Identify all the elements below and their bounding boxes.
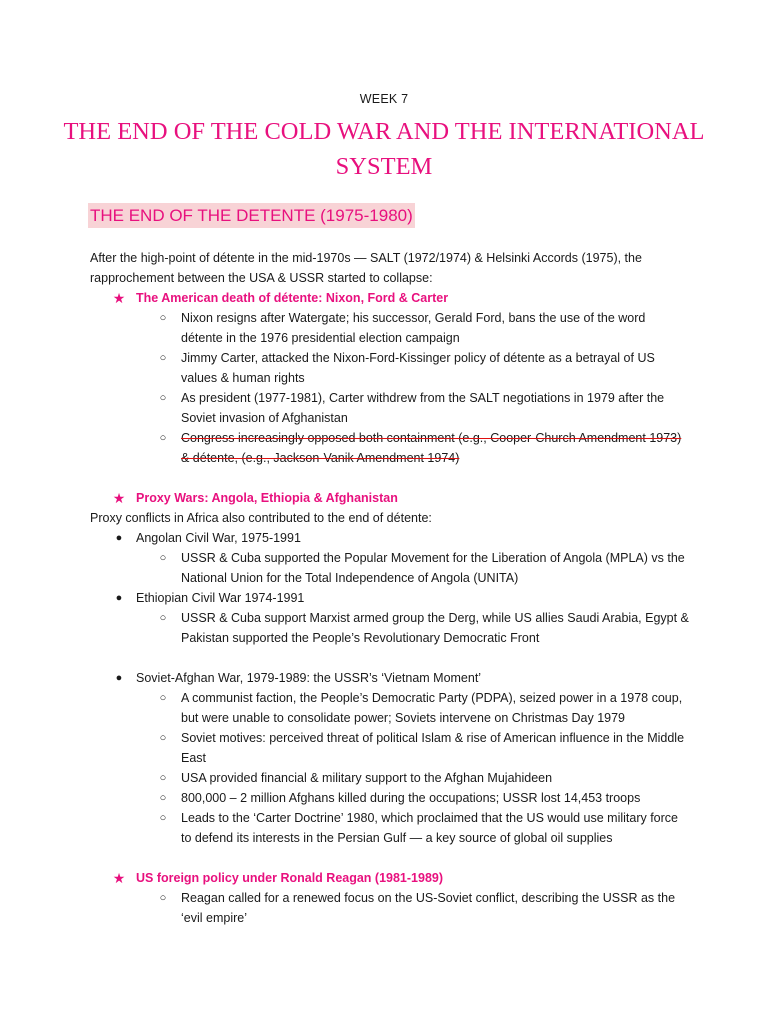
intro-paragraph: After the high-point of détente in the mid-1970s — SALT (1972/1974) & Helsinki Accords (1975), the rapprochement between the USA & USSR started to collapse: [90, 251, 642, 285]
star-icon: ★ [112, 290, 126, 306]
list-item-text: Nixon resigns after Watergate; his successor, Gerald Ford, bans the use of the word détente in the 1976 presidential election campaign [181, 311, 646, 345]
list-item [90, 348, 690, 388]
war-label: Angolan Civil War, 1975-1991 [136, 531, 301, 545]
subheading-text: Proxy Wars: Angola, Ethiopia & Afghanistan [136, 491, 398, 505]
bullet-icon: ● [115, 672, 123, 684]
list-item-text: USSR & Cuba supported the Popular Movement for the Liberation of Angola (MPLA) vs the National Union for the Total Independence of Angola (UNITA) [181, 551, 685, 585]
war-label: Ethiopian Civil War 1974-1991 [136, 591, 305, 605]
list-item [90, 888, 690, 928]
list-item [90, 388, 690, 428]
war-item-angola [90, 528, 690, 548]
subheading-text: The American death of détente: Nixon, Ford & Carter [136, 291, 449, 305]
list-item [90, 548, 690, 588]
list-item [90, 608, 690, 648]
circle-bullet-icon: ○ [159, 312, 167, 324]
section-heading: THE END OF THE DETENTE (1975-1980) [88, 203, 415, 228]
list-item-text: Reagan called for a renewed focus on the US-Soviet conflict, describing the USSR as the ‘evil empire’ [181, 891, 676, 925]
circle-bullet-icon: ○ [159, 552, 167, 564]
circle-bullet-icon: ○ [159, 692, 167, 704]
subheading-proxy-wars [90, 488, 690, 508]
war-item-ethiopia [90, 588, 690, 608]
document-body [90, 248, 690, 928]
list-item-text: Jimmy Carter, attacked the Nixon-Ford-Kissinger policy of détente as a betrayal of US values & human rights [181, 351, 655, 385]
list-item [90, 308, 690, 348]
list-item [90, 808, 690, 848]
list-item [90, 728, 690, 768]
proxy-intro: Proxy conflicts in Africa also contributed to the end of détente: [90, 511, 432, 525]
bullet-icon: ● [115, 592, 123, 604]
circle-bullet-icon: ○ [159, 772, 167, 784]
subheading-detente-death [90, 288, 690, 308]
list-item-text: USA provided financial & military support to the Afghan Mujahideen [181, 771, 553, 785]
star-icon: ★ [112, 490, 126, 506]
circle-bullet-icon: ○ [159, 792, 167, 804]
list-item-text: Soviet motives: perceived threat of political Islam & rise of American influence in the Middle East [181, 731, 685, 765]
star-icon: ★ [112, 870, 126, 886]
circle-bullet-icon: ○ [159, 612, 167, 624]
circle-bullet-icon: ○ [159, 392, 167, 404]
list-item-text: USSR & Cuba support Marxist armed group the Derg, while US allies Saudi Arabia, Egypt & Pakistan supported the People’s Revolutionary Democratic Front [181, 611, 689, 645]
circle-bullet-icon: ○ [159, 812, 167, 824]
list-item [90, 768, 690, 788]
strikethrough-text: Congress increasingly opposed both containment (e.g., Cooper-Church Amendment 1973) & détente, (e.g., Jackson-Vanik Amendment 1974) [181, 431, 682, 465]
subheading-text: US foreign policy under Ronald Reagan (1981-1989) [136, 871, 444, 885]
list-item [90, 428, 690, 468]
circle-bullet-icon: ○ [159, 892, 167, 904]
list-item [90, 688, 690, 728]
list-item-text: A communist faction, the People’s Democratic Party (PDPA), seized power in a 1978 coup, but were unable to consolidate power; Soviets intervene on Christmas Day 1979 [181, 691, 683, 725]
circle-bullet-icon: ○ [159, 352, 167, 364]
war-label: Soviet-Afghan War, 1979-1989: the USSR’s ‘Vietnam Moment’ [136, 671, 482, 685]
page-title: THE END OF THE COLD WAR AND THE INTERNATIONAL SYSTEM [63, 118, 705, 180]
list-item [90, 788, 690, 808]
war-item-afghanistan [90, 668, 690, 688]
list-item-text: Leads to the ‘Carter Doctrine’ 1980, which proclaimed that the US would use military force to defend its interests in the Persian Gulf — a key source of global oil supplies [181, 811, 678, 845]
bullet-icon: ● [115, 532, 123, 544]
week-label: WEEK 7 [359, 92, 409, 106]
circle-bullet-icon: ○ [159, 432, 167, 444]
list-item-text: 800,000 – 2 million Afghans killed during the occupations; USSR lost 14,453 troops [181, 791, 641, 805]
list-item-text: As president (1977-1981), Carter withdrew from the SALT negotiations in 1979 after the Soviet invasion of Afghanistan [181, 391, 665, 425]
subheading-reagan [90, 868, 690, 888]
circle-bullet-icon: ○ [159, 732, 167, 744]
